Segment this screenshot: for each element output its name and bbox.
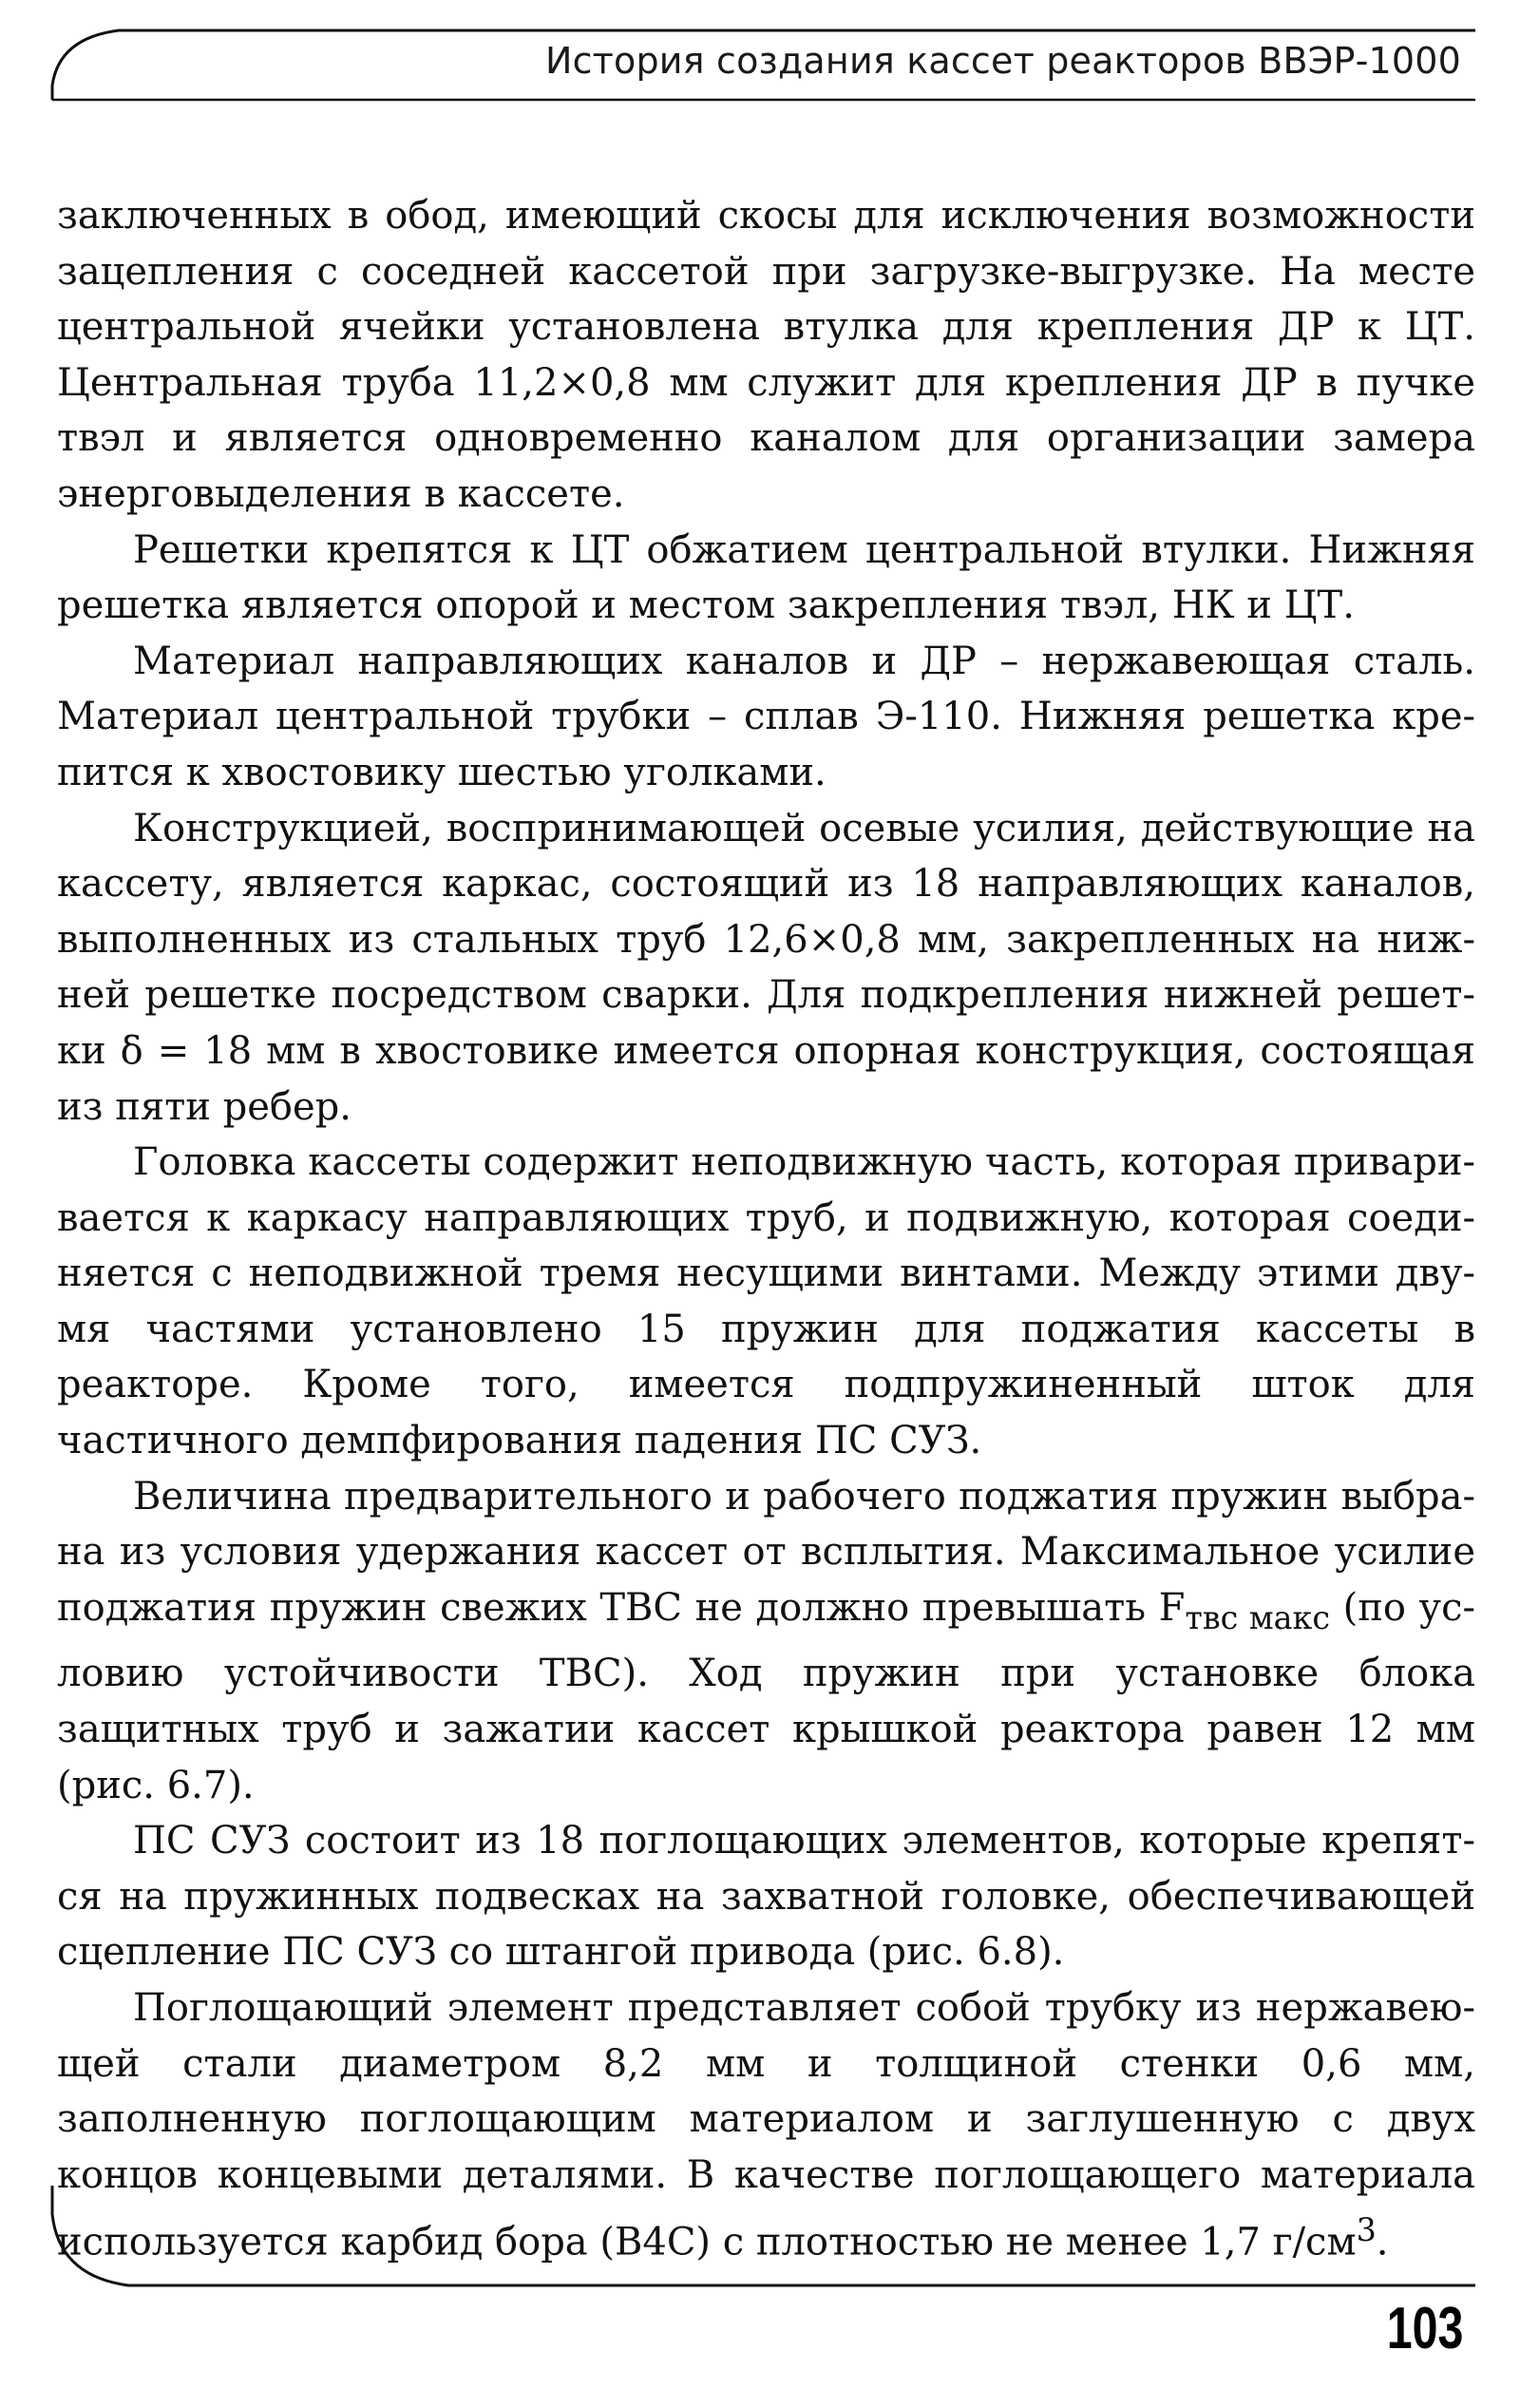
paragraph-6-text-end: (по условию устойчивости ТВС). Ход пружин при установке блока защитных труб и зажатии кассет крышкой реактора равен 12 мм (рис. 6.7).	[57, 1585, 1475, 1807]
paragraph-2: Решетки крепятся к ЦТ обжатием центральной втулки. Нижняя решетка является опорой и местом закрепления твэл, НК и ЦТ.	[57, 527, 1475, 628]
paragraph-6	[57, 1469, 1475, 1814]
force-symbol: F	[1158, 1585, 1186, 1630]
paragraph-8-text-end: .	[1376, 2220, 1389, 2265]
paragraph-7: ПС СУЗ состоит из 18 поглощающих элементов, которые крепятся на пружинных подвесках на захватной головке, обеспечивающей сцепление ПС СУЗ со штангой привода (рис. 6.8).	[57, 1819, 1475, 1975]
paragraph-6-text-start: Величина предварительного и рабочего поджатия пружин выбрана из условия удержания кассет от всплытия. Максимальное усилие поджатия пружин свежих ТВС не должно превышать	[57, 1474, 1475, 1630]
paragraph-8	[57, 1980, 1475, 2270]
paragraph-3: Материал направляющих каналов и ДР – нержавеющая сталь. Материал центральной трубки – сплав Э-110. Нижняя решетка крепится к хвостовику шестью уголками.	[57, 639, 1475, 794]
paragraph-4: Конструкцией, воспринимающей осевые усилия, действующие на кассету, является каркас, состоящий из 18 направляющих каналов, выполненных из стальных труб 12,6×0,8 мм, закрепленных на нижней решетке посредством сварки. Для подкрепления нижней решетки δ = 18 мм в хвостовике имеется опорная конструкция, состоящая из пяти ребер.	[57, 806, 1475, 1129]
paragraph-1: заключенных в обод, имеющий скосы для исключения возможности зацепления с соседней кассетой при загрузке-выгрузке. На месте центральной ячейки установлена втулка для крепления ДР к ЦТ. Центральная труба 11,2×0,8 мм служит для крепления ДР в пучке твэл и является одновременно каналом для организации замера энерговыделения в кассете.	[57, 194, 1475, 516]
paragraph-5: Головка кассеты содержит неподвижную часть, которая приваривается к каркасу направляющих труб, и подвижную, которая соединяется с неподвижной тремя несущими винтами. Между этими двумя частями установлено 15 пружин для поджатия кассеты в реакторе. Кроме того, имеется подпружиненный шток для частичного демпфирования падения ПС СУЗ.	[57, 1140, 1475, 1463]
paragraph-8-text-start: Поглощающий элемент представляет собой трубку из нержавеющей стали диаметром 8,2 мм и толщиной стенки 0,6 мм, заполненную поглощающим материалом и заглушенную с двух концов концевыми деталями. В качестве поглощающего материала используется карбид бора (В4С) с плотностью не менее 1,7 г/см	[57, 1986, 1475, 2265]
running-header: История создания кассет реакторов ВВЭР-1000	[544, 40, 1461, 82]
page-number: 103	[1386, 2296, 1463, 2361]
force-subscript: твс макс	[1185, 1598, 1331, 1636]
cubic-superscript: 3	[1356, 2211, 1377, 2249]
body-text	[57, 188, 1475, 2270]
